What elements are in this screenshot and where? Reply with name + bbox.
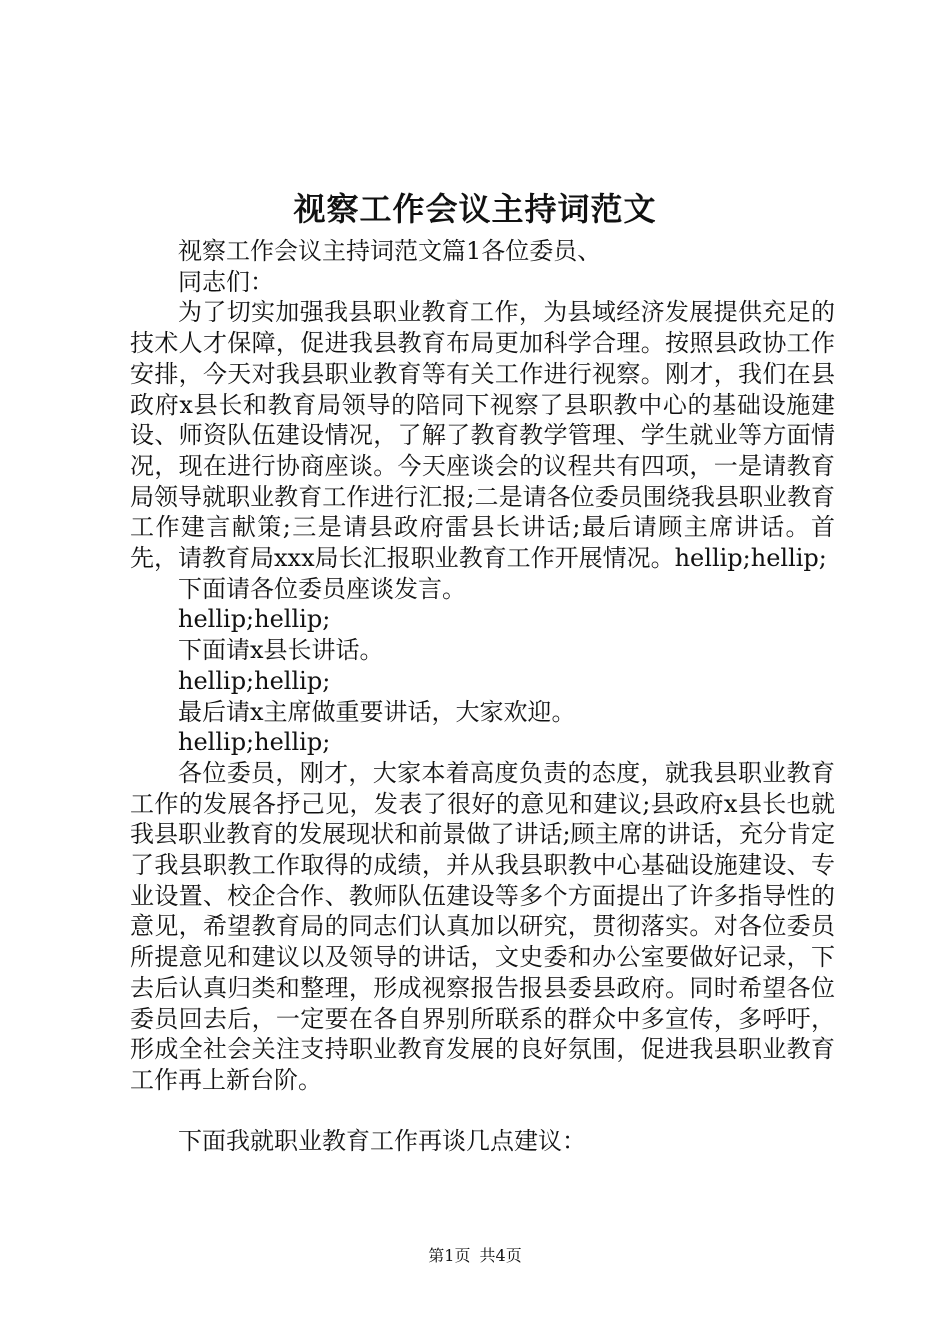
paragraph-8: 最后请x主席做重要讲话，大家欢迎。 bbox=[178, 697, 576, 726]
paragraph-6: 下面请x县长讲话。 bbox=[178, 636, 384, 665]
paragraph-3: 为了切实加强我县职业教育工作，为县域经济发展提供充足的技术人才保障，促进我县教育布局更加科学合理。按照县政协工作安排，今天对我县职业教育等有关工作进行视察。刚才，我们在县政府x县长和教育局领导的陪同下视察了县职教中心的基础设施建设、师资队伍建设情况，了解了教育教学管理、学生就业等方面情况，现在进行协商座谈。今天座谈会的议程共有四项，一是请教育局领导就职业教育工作进行汇报;二是请各位委员围绕我县职业教育工作建言献策;三是请县政府雷县长讲话;最后请顾主席讲话。首先，请教育局xxx局长汇报职业教育工作开展情况。hellip;hellip; bbox=[130, 298, 835, 573]
paragraph-7: hellip;hellip; bbox=[178, 666, 331, 695]
paragraph-11: 下面我就职业教育工作再谈几点建议： bbox=[178, 1126, 586, 1155]
document-body bbox=[130, 236, 835, 1156]
page-number-total: 共4页 bbox=[479, 1246, 522, 1265]
paragraph-9: hellip;hellip; bbox=[178, 728, 331, 757]
paragraph-4: 下面请各位委员座谈发言。 bbox=[178, 574, 466, 603]
paragraph-5: hellip;hellip; bbox=[178, 605, 331, 634]
page-number-current: 第1页 bbox=[428, 1246, 471, 1265]
paragraph-2: 同志们： bbox=[178, 267, 274, 296]
paragraph-10: 各位委员，刚才，大家本着高度负责的态度，就我县职业教育工作的发展各抒己见，发表了很好的意见和建议;县政府x县长也就我县职业教育的发展现状和前景做了讲话;顾主席的讲话，充分肯定了我县职教工作取得的成绩，并从我县职教中心基础设施建设、专业设置、校企合作、教师队伍建设等多个方面提出了许多指导性的意见，希望教育局的同志们认真加以研究，贯彻落实。对各位委员所提意见和建议以及领导的讲话，文史委和办公室要做好记录，下去后认真归类和整理，形成视察报告报县委县政府。同时希望各位委员回去后，一定要在各自界别所联系的群众中多宣传，多呼吁，形成全社会关注支持职业教育发展的良好氛围，促进我县职业教育工作再上新台阶。 bbox=[130, 758, 835, 1094]
paragraph-1: 视察工作会议主持词范文篇1各位委员、 bbox=[178, 237, 602, 265]
page-footer bbox=[0, 1245, 950, 1267]
document-title: 视察工作会议主持词范文 bbox=[293, 190, 657, 228]
